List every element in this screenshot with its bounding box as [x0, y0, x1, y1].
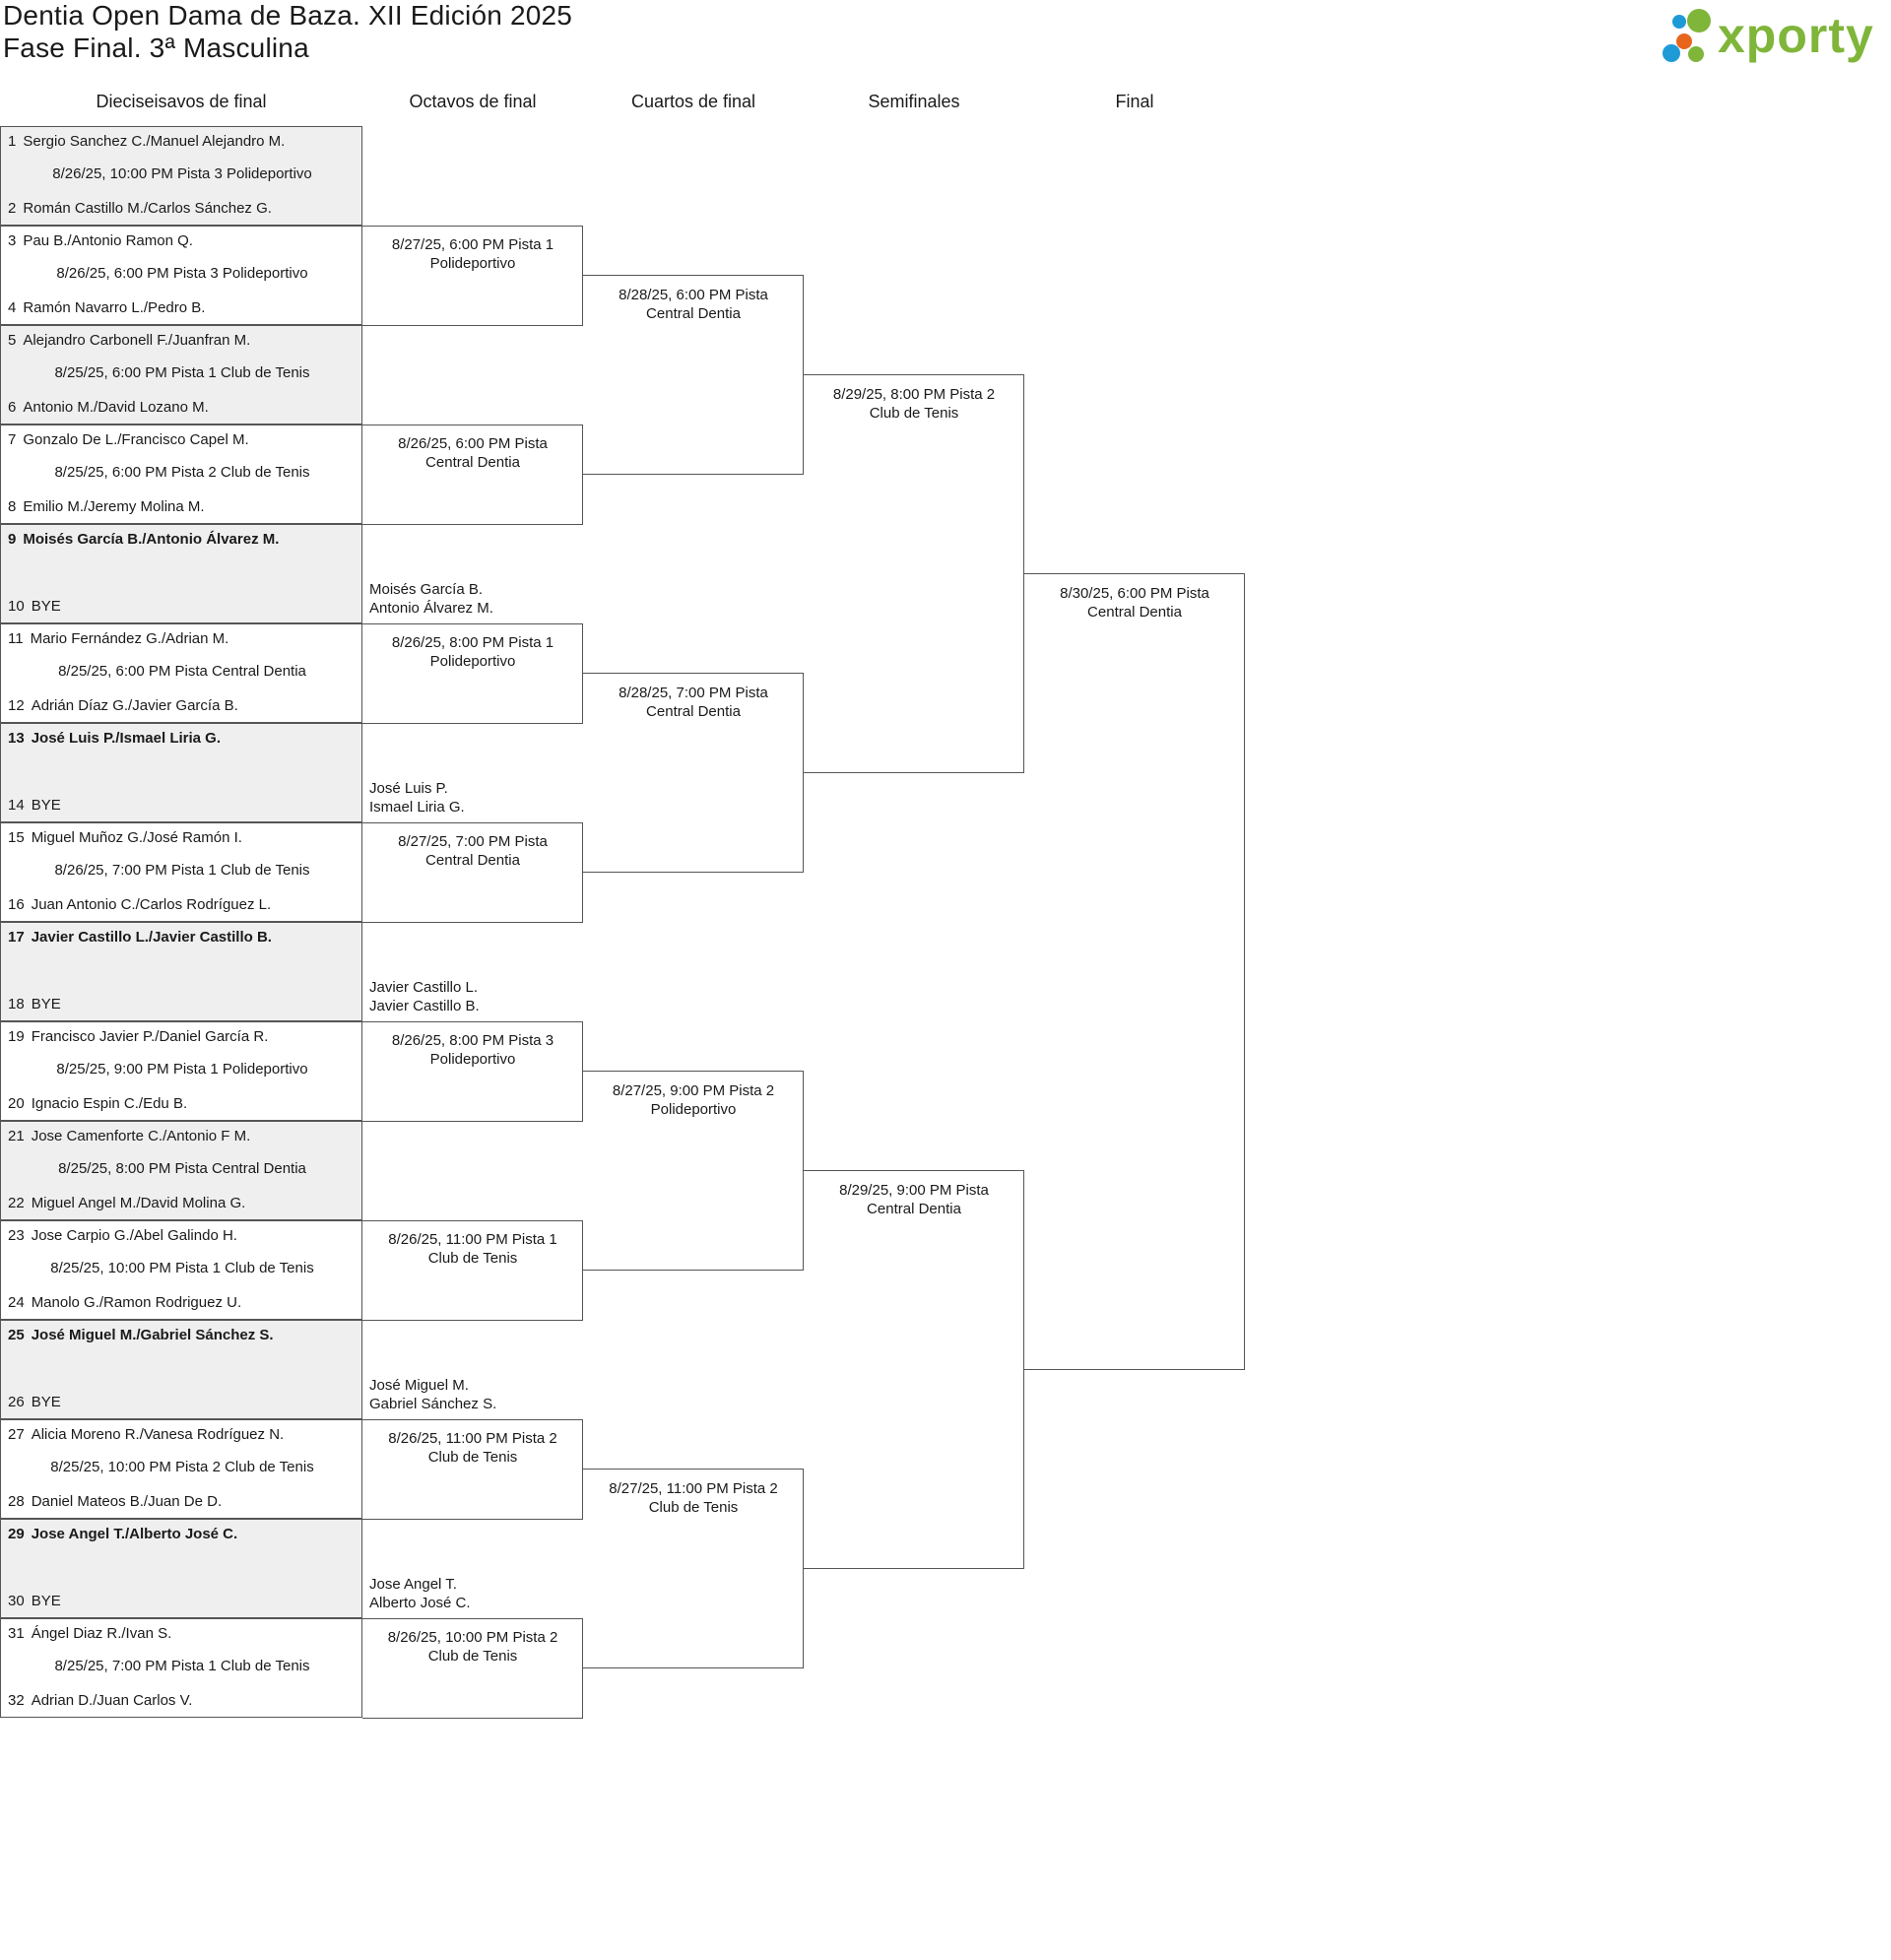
team-bottom[interactable] [8, 1294, 241, 1311]
team-seed: 29 [8, 1526, 25, 1542]
octavos-schedule: 8/26/25, 8:00 PM Pista 1 Polideportivo [391, 634, 554, 670]
round-header: Cuartos de final [630, 92, 756, 111]
advanced-player: Ismael Liria G. [369, 799, 465, 816]
team-top[interactable] [8, 232, 193, 249]
team-name: Javier Castillo L./Javier Castillo B. [31, 929, 272, 946]
team-bottom[interactable] [8, 598, 61, 615]
advanced-player: José Miguel M. [369, 1377, 469, 1394]
advanced-player: Jose Angel T. [369, 1576, 457, 1593]
team-name: José Miguel M./Gabriel Sánchez S. [31, 1327, 274, 1343]
team-top[interactable] [8, 1028, 268, 1045]
match-card[interactable] [0, 325, 362, 425]
team-seed: 23 [8, 1227, 25, 1244]
match-schedule: 8/25/25, 6:00 PM Pista 1 Club de Tenis [54, 364, 310, 381]
team-name: Ramón Navarro L./Pedro B. [23, 299, 206, 316]
team-seed: 22 [8, 1195, 25, 1211]
team-name: Román Castillo M./Carlos Sánchez G. [23, 200, 272, 217]
team-name: Mario Fernández G./Adrian M. [30, 630, 229, 647]
octavos-schedule: 8/27/25, 6:00 PM Pista 1 Polideportivo [391, 236, 554, 272]
team-seed: 25 [8, 1327, 25, 1343]
advanced-player: Moisés García B. [369, 581, 484, 598]
match-card[interactable] [0, 524, 362, 623]
logo-dot-blue [1663, 44, 1680, 62]
team-bottom[interactable] [8, 1394, 61, 1410]
team-seed: 16 [8, 896, 25, 913]
team-seed: 27 [8, 1426, 25, 1443]
team-name: Ángel Diaz R./Ivan S. [31, 1625, 172, 1642]
team-name: Daniel Mateos B./Juan De D. [31, 1493, 223, 1510]
team-seed: 1 [8, 133, 17, 150]
team-name: Alejandro Carbonell F./Juanfran M. [23, 332, 251, 349]
team-seed: 30 [8, 1593, 25, 1609]
match-card[interactable] [0, 1021, 362, 1121]
team-seed: 31 [8, 1625, 25, 1642]
team-bottom[interactable] [8, 299, 205, 316]
team-seed: 24 [8, 1294, 25, 1311]
team-bottom[interactable] [8, 399, 209, 416]
cuartos-schedule: 8/27/25, 9:00 PM Pista 2 Polideportivo [612, 1081, 775, 1118]
team-name: Pau B./Antonio Ramon Q. [23, 232, 193, 249]
team-seed: 13 [8, 730, 25, 747]
team-seed: 20 [8, 1095, 25, 1112]
round-header: Dieciseisavos de final [96, 92, 267, 111]
team-name: José Luis P./Ismael Liria G. [31, 730, 221, 747]
team-name: Jose Camenforte C./Antonio F M. [31, 1128, 251, 1144]
logo-dot-green-small [1688, 46, 1704, 62]
octavos-schedule: 8/26/25, 10:00 PM Pista 2 Club de Tenis [387, 1629, 558, 1665]
team-name: Juan Antonio C./Carlos Rodríguez L. [31, 896, 272, 913]
team-name: Miguel Muñoz G./José Ramón I. [31, 829, 242, 846]
octavos-schedule: 8/26/25, 8:00 PM Pista 3 Polideportivo [391, 1032, 554, 1068]
octavos-schedule: 8/27/25, 7:00 PM Pista Central Dentia [398, 833, 548, 869]
match-schedule: 8/26/25, 6:00 PM Pista 3 Polideportivo [56, 265, 308, 282]
advanced-player: Javier Castillo B. [369, 998, 480, 1014]
round-header: Octavos de final [409, 92, 537, 111]
octavos-schedule: 8/26/25, 11:00 PM Pista 1 Club de Tenis [388, 1231, 557, 1267]
team-name: Ignacio Espin C./Edu B. [31, 1095, 188, 1112]
team-name: Gonzalo De L./Francisco Capel M. [23, 431, 249, 448]
team-bottom[interactable] [8, 1593, 61, 1609]
team-name: Jose Angel T./Alberto José C. [31, 1526, 238, 1542]
team-name: BYE [31, 797, 61, 814]
advanced-player: Antonio Álvarez M. [369, 600, 493, 617]
team-name: Francisco Javier P./Daniel García R. [31, 1028, 269, 1045]
final-bracket [1024, 573, 1245, 1370]
team-name: Jose Carpio G./Abel Galindo H. [31, 1227, 237, 1244]
team-top[interactable] [8, 929, 272, 946]
match-schedule: 8/25/25, 6:00 PM Pista Central Dentia [58, 663, 306, 680]
logo-wordmark: xporty [1718, 8, 1874, 63]
team-seed: 28 [8, 1493, 25, 1510]
advanced-player: Alberto José C. [369, 1595, 471, 1611]
team-bottom[interactable] [8, 498, 205, 515]
match-schedule: 8/25/25, 10:00 PM Pista 2 Club de Tenis [50, 1459, 314, 1475]
team-seed: 26 [8, 1394, 25, 1410]
team-seed: 10 [8, 598, 25, 615]
team-top[interactable] [8, 1327, 274, 1343]
team-seed: 21 [8, 1128, 25, 1144]
team-bottom[interactable] [8, 1692, 192, 1709]
team-seed: 32 [8, 1692, 25, 1709]
match-card[interactable] [0, 922, 362, 1021]
advanced-player: José Luis P. [369, 780, 448, 797]
match-card[interactable] [0, 723, 362, 822]
team-name: Adrián Díaz G./Javier García B. [31, 697, 238, 714]
cuartos-schedule: 8/28/25, 6:00 PM Pista Central Dentia [619, 286, 768, 322]
team-seed: 2 [8, 200, 17, 217]
team-bottom[interactable] [8, 200, 272, 217]
team-bottom[interactable] [8, 1493, 222, 1510]
team-top[interactable] [8, 133, 285, 150]
team-name: BYE [31, 598, 61, 615]
team-top[interactable] [8, 1128, 250, 1144]
page-title: Dentia Open Dama de Baza. XII Edición 2025 [3, 0, 573, 31]
logo-dot-orange [1676, 33, 1692, 49]
octavos-schedule: 8/26/25, 11:00 PM Pista 2 Club de Tenis [388, 1430, 557, 1466]
team-bottom[interactable] [8, 1095, 187, 1112]
team-name: Adrian D./Juan Carlos V. [31, 1692, 193, 1709]
team-top[interactable] [8, 1526, 237, 1542]
team-seed: 3 [8, 232, 17, 249]
match-card[interactable] [0, 425, 362, 524]
team-top[interactable] [8, 531, 279, 548]
logo-dots-icon [1663, 4, 1722, 67]
match-card[interactable] [0, 1220, 362, 1320]
match-schedule: 8/25/25, 6:00 PM Pista 2 Club de Tenis [54, 464, 310, 481]
team-seed: 9 [8, 531, 17, 548]
team-seed: 11 [8, 630, 24, 647]
team-seed: 6 [8, 399, 17, 416]
semifinal-schedule: 8/29/25, 9:00 PM Pista Central Dentia [839, 1181, 989, 1217]
team-name: Sergio Sanchez C./Manuel Alejandro M. [23, 133, 286, 150]
match-card[interactable] [0, 126, 362, 226]
match-card[interactable] [0, 1419, 362, 1519]
semifinal-bracket [804, 374, 1024, 773]
team-name: BYE [31, 996, 61, 1013]
team-bottom[interactable] [8, 896, 271, 913]
team-top[interactable] [8, 332, 250, 349]
match-schedule: 8/25/25, 10:00 PM Pista 1 Club de Tenis [50, 1260, 314, 1276]
cuartos-schedule: 8/27/25, 11:00 PM Pista 2 Club de Tenis [609, 1479, 778, 1516]
team-seed: 19 [8, 1028, 25, 1045]
team-seed: 14 [8, 797, 25, 814]
team-name: BYE [31, 1394, 61, 1410]
cuartos-schedule: 8/28/25, 7:00 PM Pista Central Dentia [619, 684, 768, 720]
team-name: Emilio M./Jeremy Molina M. [23, 498, 205, 515]
team-bottom[interactable] [8, 797, 61, 814]
team-name: Miguel Angel M./David Molina G. [31, 1195, 246, 1211]
match-card[interactable] [0, 623, 362, 723]
team-seed: 15 [8, 829, 25, 846]
match-schedule: 8/25/25, 8:00 PM Pista Central Dentia [58, 1160, 306, 1177]
team-bottom[interactable] [8, 697, 238, 714]
match-card[interactable] [0, 822, 362, 922]
team-seed: 4 [8, 299, 17, 316]
team-seed: 18 [8, 996, 25, 1013]
team-name: Alicia Moreno R./Vanesa Rodríguez N. [31, 1426, 285, 1443]
round-header: Final [1115, 92, 1154, 111]
team-bottom[interactable] [8, 1195, 245, 1211]
team-seed: 5 [8, 332, 17, 349]
team-name: Antonio M./David Lozano M. [23, 399, 209, 416]
match-schedule: 8/25/25, 9:00 PM Pista 1 Polideportivo [56, 1061, 308, 1078]
match-card[interactable] [0, 1618, 362, 1718]
match-card[interactable] [0, 1320, 362, 1419]
team-top[interactable] [8, 1625, 171, 1642]
team-top[interactable] [8, 630, 228, 647]
team-top[interactable] [8, 829, 242, 846]
match-card[interactable] [0, 226, 362, 325]
team-name: Manolo G./Ramon Rodriguez U. [31, 1294, 242, 1311]
team-seed: 17 [8, 929, 25, 946]
team-seed: 8 [8, 498, 17, 515]
match-schedule: 8/26/25, 7:00 PM Pista 1 Club de Tenis [54, 862, 310, 879]
team-seed: 7 [8, 431, 17, 448]
semifinal-schedule: 8/29/25, 8:00 PM Pista 2 Club de Tenis [832, 385, 996, 422]
team-seed: 12 [8, 697, 25, 714]
team-name: Moisés García B./Antonio Álvarez M. [23, 531, 280, 548]
semifinal-bracket [804, 1170, 1024, 1569]
team-bottom[interactable] [8, 996, 61, 1013]
team-top[interactable] [8, 1227, 237, 1244]
page-subtitle: Fase Final. 3ª Masculina [3, 33, 309, 63]
team-top[interactable] [8, 431, 249, 448]
logo-dot-green [1687, 9, 1711, 33]
team-top[interactable] [8, 1426, 284, 1443]
final-schedule: 8/30/25, 6:00 PM Pista Central Dentia [1060, 584, 1209, 621]
match-schedule: 8/25/25, 7:00 PM Pista 1 Club de Tenis [54, 1658, 310, 1674]
octavos-schedule: 8/26/25, 6:00 PM Pista Central Dentia [398, 435, 548, 471]
match-card[interactable] [0, 1121, 362, 1220]
round-header: Semifinales [868, 92, 960, 111]
advanced-player: Gabriel Sánchez S. [369, 1396, 497, 1412]
match-card[interactable] [0, 1519, 362, 1618]
advanced-player: Javier Castillo L. [369, 979, 479, 996]
xporty-logo [1663, 4, 1883, 67]
team-name: BYE [31, 1593, 61, 1609]
logo-dot-blue-small [1672, 15, 1686, 29]
team-top[interactable] [8, 730, 221, 747]
match-schedule: 8/26/25, 10:00 PM Pista 3 Polideportivo [52, 165, 312, 182]
